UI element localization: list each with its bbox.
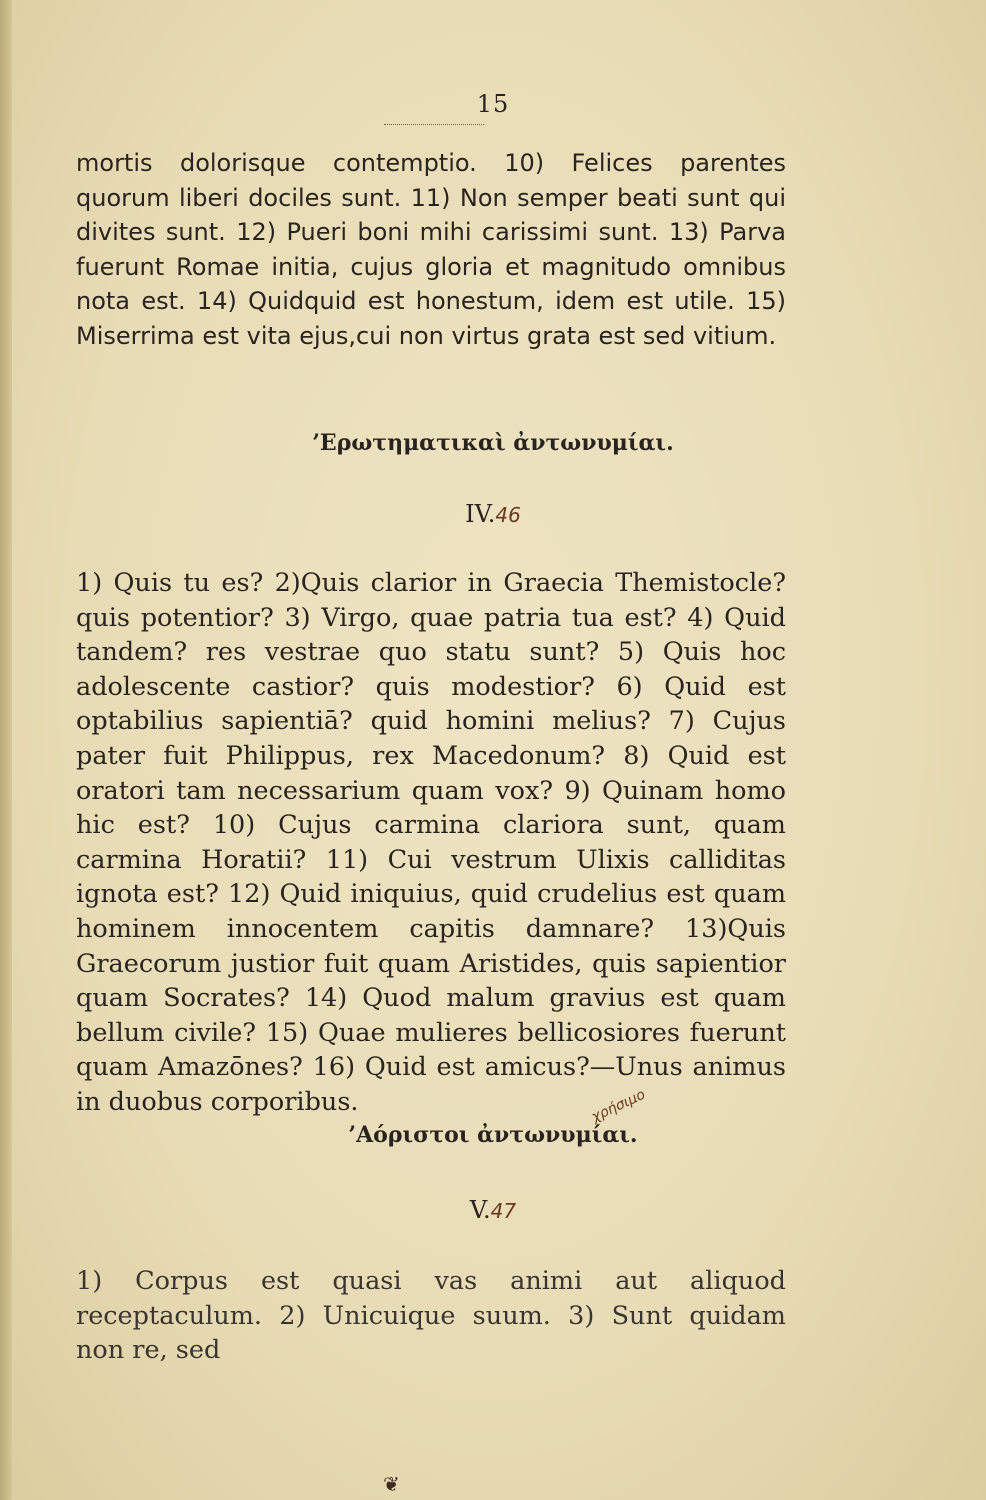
fleuron-ornament-icon: ❦ [383,1472,400,1496]
paragraph-indefinite-exercises: 1) Corpus est quasi vas animi aut aliquod receptaculum. 2) Unicuique suum. 3) Sunt quidam non re, sed [76,1266,786,1366]
handwritten-note-47: 47 [490,1199,517,1223]
section-number-label: V. [469,1196,491,1224]
section-number-label: IV. [465,500,496,528]
paragraph-latin-exercises-end: mortis dolorisque contemptio. 10) Felices parentes quorum liberi dociles sunt. 11) Non semper beati sunt qui divites sunt. 12) Pueri boni mihi carissimi sunt. 13) Parva fuerunt Romae initia, cujus gloria et magnitudo omnibus nota est. 14) Quidquid est honestum, idem est utile. 15) Miserrima est vita ejus,cui non virtus grata est sed vitium. [76,149,786,350]
heading-indefinite-text: ’Αόριστοι ἀντωνυμίαι. [348,1122,638,1148]
handwritten-note-46: 46 [495,503,521,527]
heading-indefinite-pronouns [0,1122,986,1148]
section-number-v [0,1196,986,1224]
page-binding-edge [0,0,12,1500]
heading-interrogative-pronouns: ’Ερωτηματικαὶ ἀντωνυμίαι. [312,430,674,456]
handwritten-marginal-note: χρήσιμο [589,1086,648,1126]
page-number-rule [384,124,484,125]
paragraph-interrogative-exercises: 1) Quis tu es? 2)Quis clarior in Graecia Themistocle? quis potentior? 3) Virgo, quae patria tua est? 4) Quid tandem? res vestrae quo statu sunt? 5) Quis hoc adolescente castior? quis modestior? 6) Quid est optabilius sapientiā? quid homini melius? 7) Cujus pater fuit Philippus, rex Macedonum? 8) Quid est oratori tam necessarium quam vox? 9) Quinam homo hic est? 10) Cujus carmina clariora sunt, quam carmina Horatii? 11) Cui vestrum Ulixis calliditas ignota est? 12) Quid iniquius, quid crudelius est quam hominem innocentem capitis damnare? 13)Quis Graecorum justior fuit quam Aristides, quis sapientior quam Socrates? 14) Quod malum gravius est quam bellum civile? 15) Quae mulieres bellicosiores fuerunt quam Amazōnes? 16) Quid est amicus?—Unus animus in duobus corporibus. [76,568,786,1117]
section-number-iv [0,500,986,528]
page-number: 15 [476,90,510,118]
